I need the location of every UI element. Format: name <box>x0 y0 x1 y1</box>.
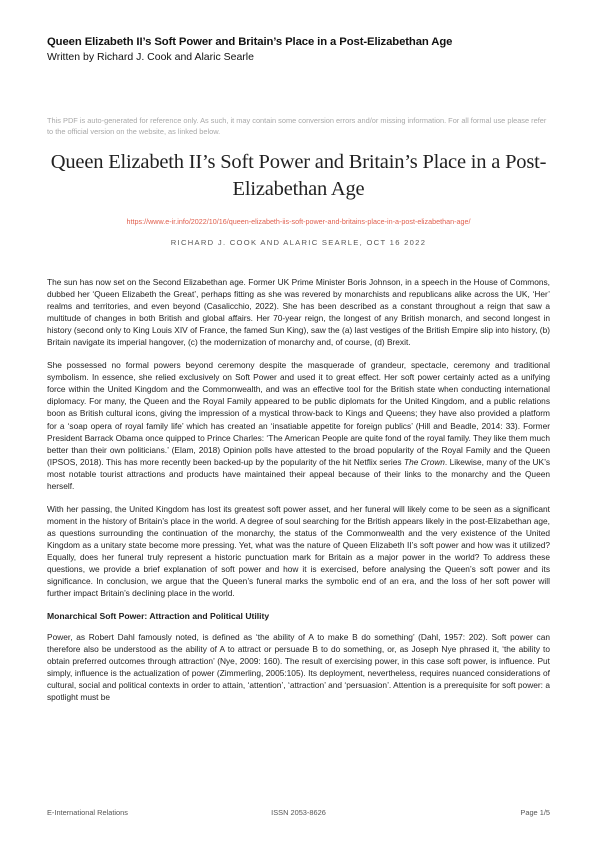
paragraph-2-part-a: She possessed no formal powers beyond ceremony despite the masquerade of grandeur, spectacle, ceremony and traditional symbolism. In essence, she relied exclusively on Soft Power and used it to great effect. Her soft power certainly acted as a unifying force within the United Kingdom and the Commonwealth, and was an effective tool for the British state when conducting international diplomacy. For many, the Queen and the Royal Family appeared to be public diplomats for the United Kingdom, and a public relations boon as British cultural icons, giving the impression of a mystical throw-back to Kings and Queens; they have also provided a platform for a ‘soap opera of royal family life’ which has created an ‘insatiable appetite for foreign publics’ (Hill and Beadle, 2014: 33). Former President Barrack Obama once quipped to Prince Charles: ‘The American People are quite fond of the royal family. They like them much better than their own politicians.’ (Elam, 2018) Opinion polls have attested to the broad popularity of the Royal Family and the Queen (IPSOS, 2018). This has more recently been backed-up by the popularity of the hit Netflix series <box>47 360 550 467</box>
article-title: Queen Elizabeth II’s Soft Power and Britain’s Place in a Post-Elizabethan Age <box>50 151 547 200</box>
header-title: Queen Elizabeth II’s Soft Power and Britain’s Place in a Post-Elizabethan Age <box>47 36 453 48</box>
paragraph-3: With her passing, the United Kingdom has lost its greatest soft power asset, and her funeral will likely come to be seen as a significant moment in the history of Britain’s place in the world. A degree of soul searching for the British appears likely in the post-Elizabethan age, as questions surrounding the continuation of the monarchy, the status of the Commonwealth and the very existence of the United Kingdom as a unitary state become more pressing. Yet, what was the nature of Queen Elizabeth II’s soft power and how was it utilized? Equally, does her funeral truly represent a historic punctuation mark for Britain as a major power in the world? To address these questions, we provide a brief explanation of soft power and how it is exercised, before analysing the Queen’s soft power and its significance. In conclusion, we argue that the Queen’s funeral marks the symbolic end of an era, and the loss of her soft power will further impact Britain’s declining place in the world. <box>47 503 550 599</box>
footer-page-number: Page 1/5 <box>520 808 550 817</box>
paragraph-4: Power, as Robert Dahl famously noted, is defined as ‘the ability of A to make B do something’ (Dahl, 1957: 202). Soft power can therefore also be understood as the ability of A to attract or persuade B to do something, or, as Joseph Nye phrased it, ‘the ability to obtain preferred outcomes through attraction’ (Nye, 2009: 160). The result of exercising power, in this case soft power, is influence. Put simply, influence is the actualization of power (Zimmerling, 2005:105). Its deployment, nevertheless, requires nuanced considerations of cultural, social and political contexts in order to attain, ‘attention’, ‘attraction’ and ‘persuasion’. Attention is a prerequisite for soft power: a spotlight must be <box>47 631 550 703</box>
paragraph-2-part-b: . Likewise, many of the UK’s most notable tourist attractions and products have maintained their appeal because of their links to the monarchy and the Queen herself. <box>47 456 550 491</box>
article-byline: RICHARD J. COOK AND ALARIC SEARLE, OCT 16 2022 <box>170 238 427 247</box>
article-url-link[interactable]: https://www.e-ir.info/2022/10/16/queen-elizabeth-iis-soft-power-and-britains-place-in-a-post-elizabethan-age/ <box>126 217 471 226</box>
conversion-notice: This PDF is auto-generated for reference only. As such, it may contain some conversion errors and/or missing information. For all formal use please refer to the official version on the website, as linked below. <box>47 116 547 136</box>
header-byline: Written by Richard J. Cook and Alaric Searle <box>47 51 254 63</box>
page-footer <box>47 808 550 820</box>
footer-issn: ISSN 2053-8626 <box>271 808 326 817</box>
paragraph-2 <box>47 359 550 492</box>
article-body <box>47 276 550 714</box>
the-crown-title: The Crown <box>403 456 445 467</box>
section-heading: Monarchical Soft Power: Attraction and Political Utility <box>47 610 270 621</box>
footer-publisher: E-International Relations <box>47 808 128 817</box>
running-header <box>47 34 557 65</box>
paragraph-1: The sun has now set on the Second Elizabethan age. Former UK Prime Minister Boris Johnson, in a speech in the House of Commons, dubbed her ‘Queen Elizabeth the Great’, perhaps fitting as she was revered by monarchists and republicans alike across the UK, ‘Her’ realms and territories, and even beyond (Casalicchio, 2022). She has been described as a constant throughout a reign that saw a multitude of changes in both British and global affairs. Her 70-year reign, the longest of any British monarch, and second longest in history (second only to King Louis XIV of France, the famed Sun King), saw the (a) last vestiges of the British Empire slip into history, (b) Britain navigate its imperial hangover, (c) the modernization of monarchy and, of course, (d) Brexit. <box>47 277 550 348</box>
